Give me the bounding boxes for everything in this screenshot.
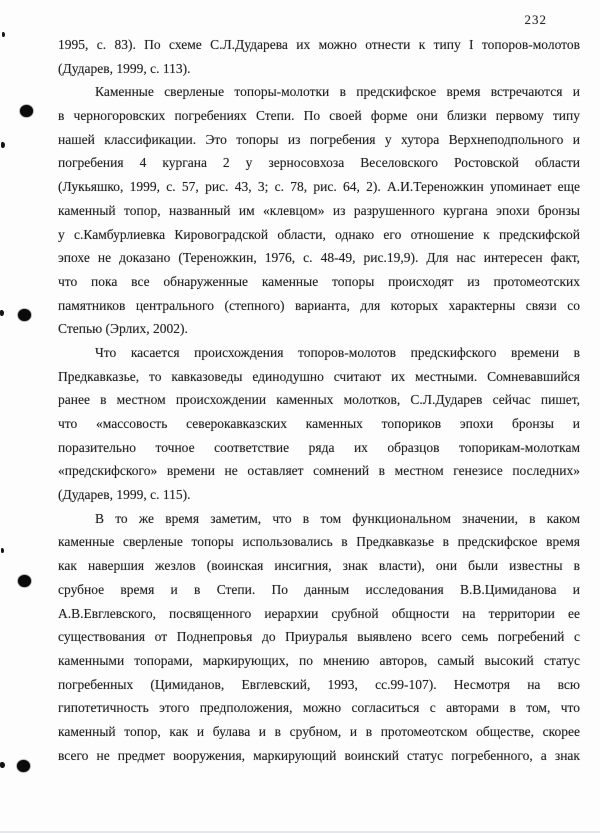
- text-line: у с.Камбурлиевка Кировоградской области, однако его отношение к предскифской: [58, 226, 580, 242]
- text-line: поразительно точное соответствие ряда их образцов топорикам-молоткам: [58, 439, 580, 455]
- text-line: что «массовость северокавказских каменных топориков эпохи бронзы и: [58, 416, 580, 431]
- text-line: гипотетичность этого предположения, можно согласиться с авторами в том, что: [58, 700, 580, 716]
- text-line: 1995, с. 83). По схеме С.Л.Дударева их можно отнести к типу I топоров-молотов: [58, 37, 580, 52]
- text-line: Каменные сверленые топоры-молотки в предскифское время встречаются и: [95, 84, 580, 100]
- text-line: Предкавказье, то кавказоведы единодушно считают их местными. Сомневавшийся: [58, 368, 580, 384]
- text-line: всего не предмет вооружения, маркирующий воинский статус погребенного, а знак: [58, 747, 580, 763]
- text-line: В то же время заметим, что в том функциональном значении, в каком: [95, 510, 580, 526]
- text-line: что пока все обнаруженные каменные топоры происходят из протомеотских: [58, 273, 580, 289]
- text-line: Что касается происхождения топоров-молотов предскифского времени в: [95, 344, 580, 360]
- text-line: эпохе не доказано (Тереножкин, 1976, с. 48-49, рис.19,9). Для нас интересен факт,: [58, 250, 580, 266]
- text-line: погребения 4 кургана 2 у зерносовхоза Веселовского Ростовской области: [58, 155, 580, 171]
- ink-blot: [18, 309, 31, 321]
- page-number: 232: [524, 12, 547, 27]
- text-line: существования от Поднепровья до Приуралья выявлено всего семь погребений с: [58, 629, 580, 645]
- text-line: (Дударев, 1999, с. 113).: [58, 60, 191, 76]
- text-line: (Лукьяшко, 1999, с. 57, рис. 43, 3; с. 78, рис. 64, 2). А.И.Тереножкин упоминает еще: [58, 179, 580, 195]
- text-line: каменный топор, как и булава и в срубном, и в протомеотском обществе, скорее: [58, 723, 580, 739]
- text-line: каменными топорами, маркирующих, по мнению авторов, самый высокий статус: [58, 652, 580, 668]
- ink-speck: [0, 310, 4, 316]
- ink-blot: [17, 760, 30, 772]
- text-line: Степью (Эрлих, 2002).: [58, 321, 188, 337]
- text-line: памятников центрального (степного) варианта, для которых характерны связи со: [58, 297, 580, 313]
- text-line: как навершия жезлов (воинская инсигния, знак власти), они были известны в: [58, 558, 580, 574]
- ink-speck: [2, 32, 5, 37]
- text-line: каменные сверленые топоры использовались в Предкавказье в предскифское время: [58, 534, 580, 550]
- ink-blot: [20, 105, 33, 117]
- text-block: [58, 33, 580, 767]
- text-line: погребенных (Цимиданов, Евглевский, 1993, сс.99-107). Несмотря на всю: [58, 676, 580, 692]
- text-line: срубное время и в Степи. По данным исследования В.В.Цимиданова и: [58, 581, 580, 597]
- ink-blot: [18, 575, 31, 587]
- text-line: ранее в местном происхождении каменных молотков, С.Л.Дударев сейчас пишет,: [58, 392, 580, 408]
- ink-speck: [0, 762, 5, 768]
- ink-speck: [1, 548, 4, 553]
- ink-speck: [1, 142, 5, 148]
- text-line: «предскифского» времени не оставляет сомнений в местном генезисе последних»: [58, 463, 580, 479]
- text-line: нашей классификации. Это топоры из погребения у хутора Верхнеподпольного и: [58, 131, 580, 147]
- text-line: каменный топор, названный им «клевцом» из разрушенного кургана эпохи бронзы: [58, 202, 580, 218]
- text-line: (Дударев, 1999, с. 115).: [58, 487, 191, 503]
- text-line: А.В.Евглевского, посвященного иерархии срубной общности на территории ее: [58, 605, 580, 621]
- text-line: в черногоровских погребениях Степи. По своей форме они близки первому типу: [58, 108, 580, 124]
